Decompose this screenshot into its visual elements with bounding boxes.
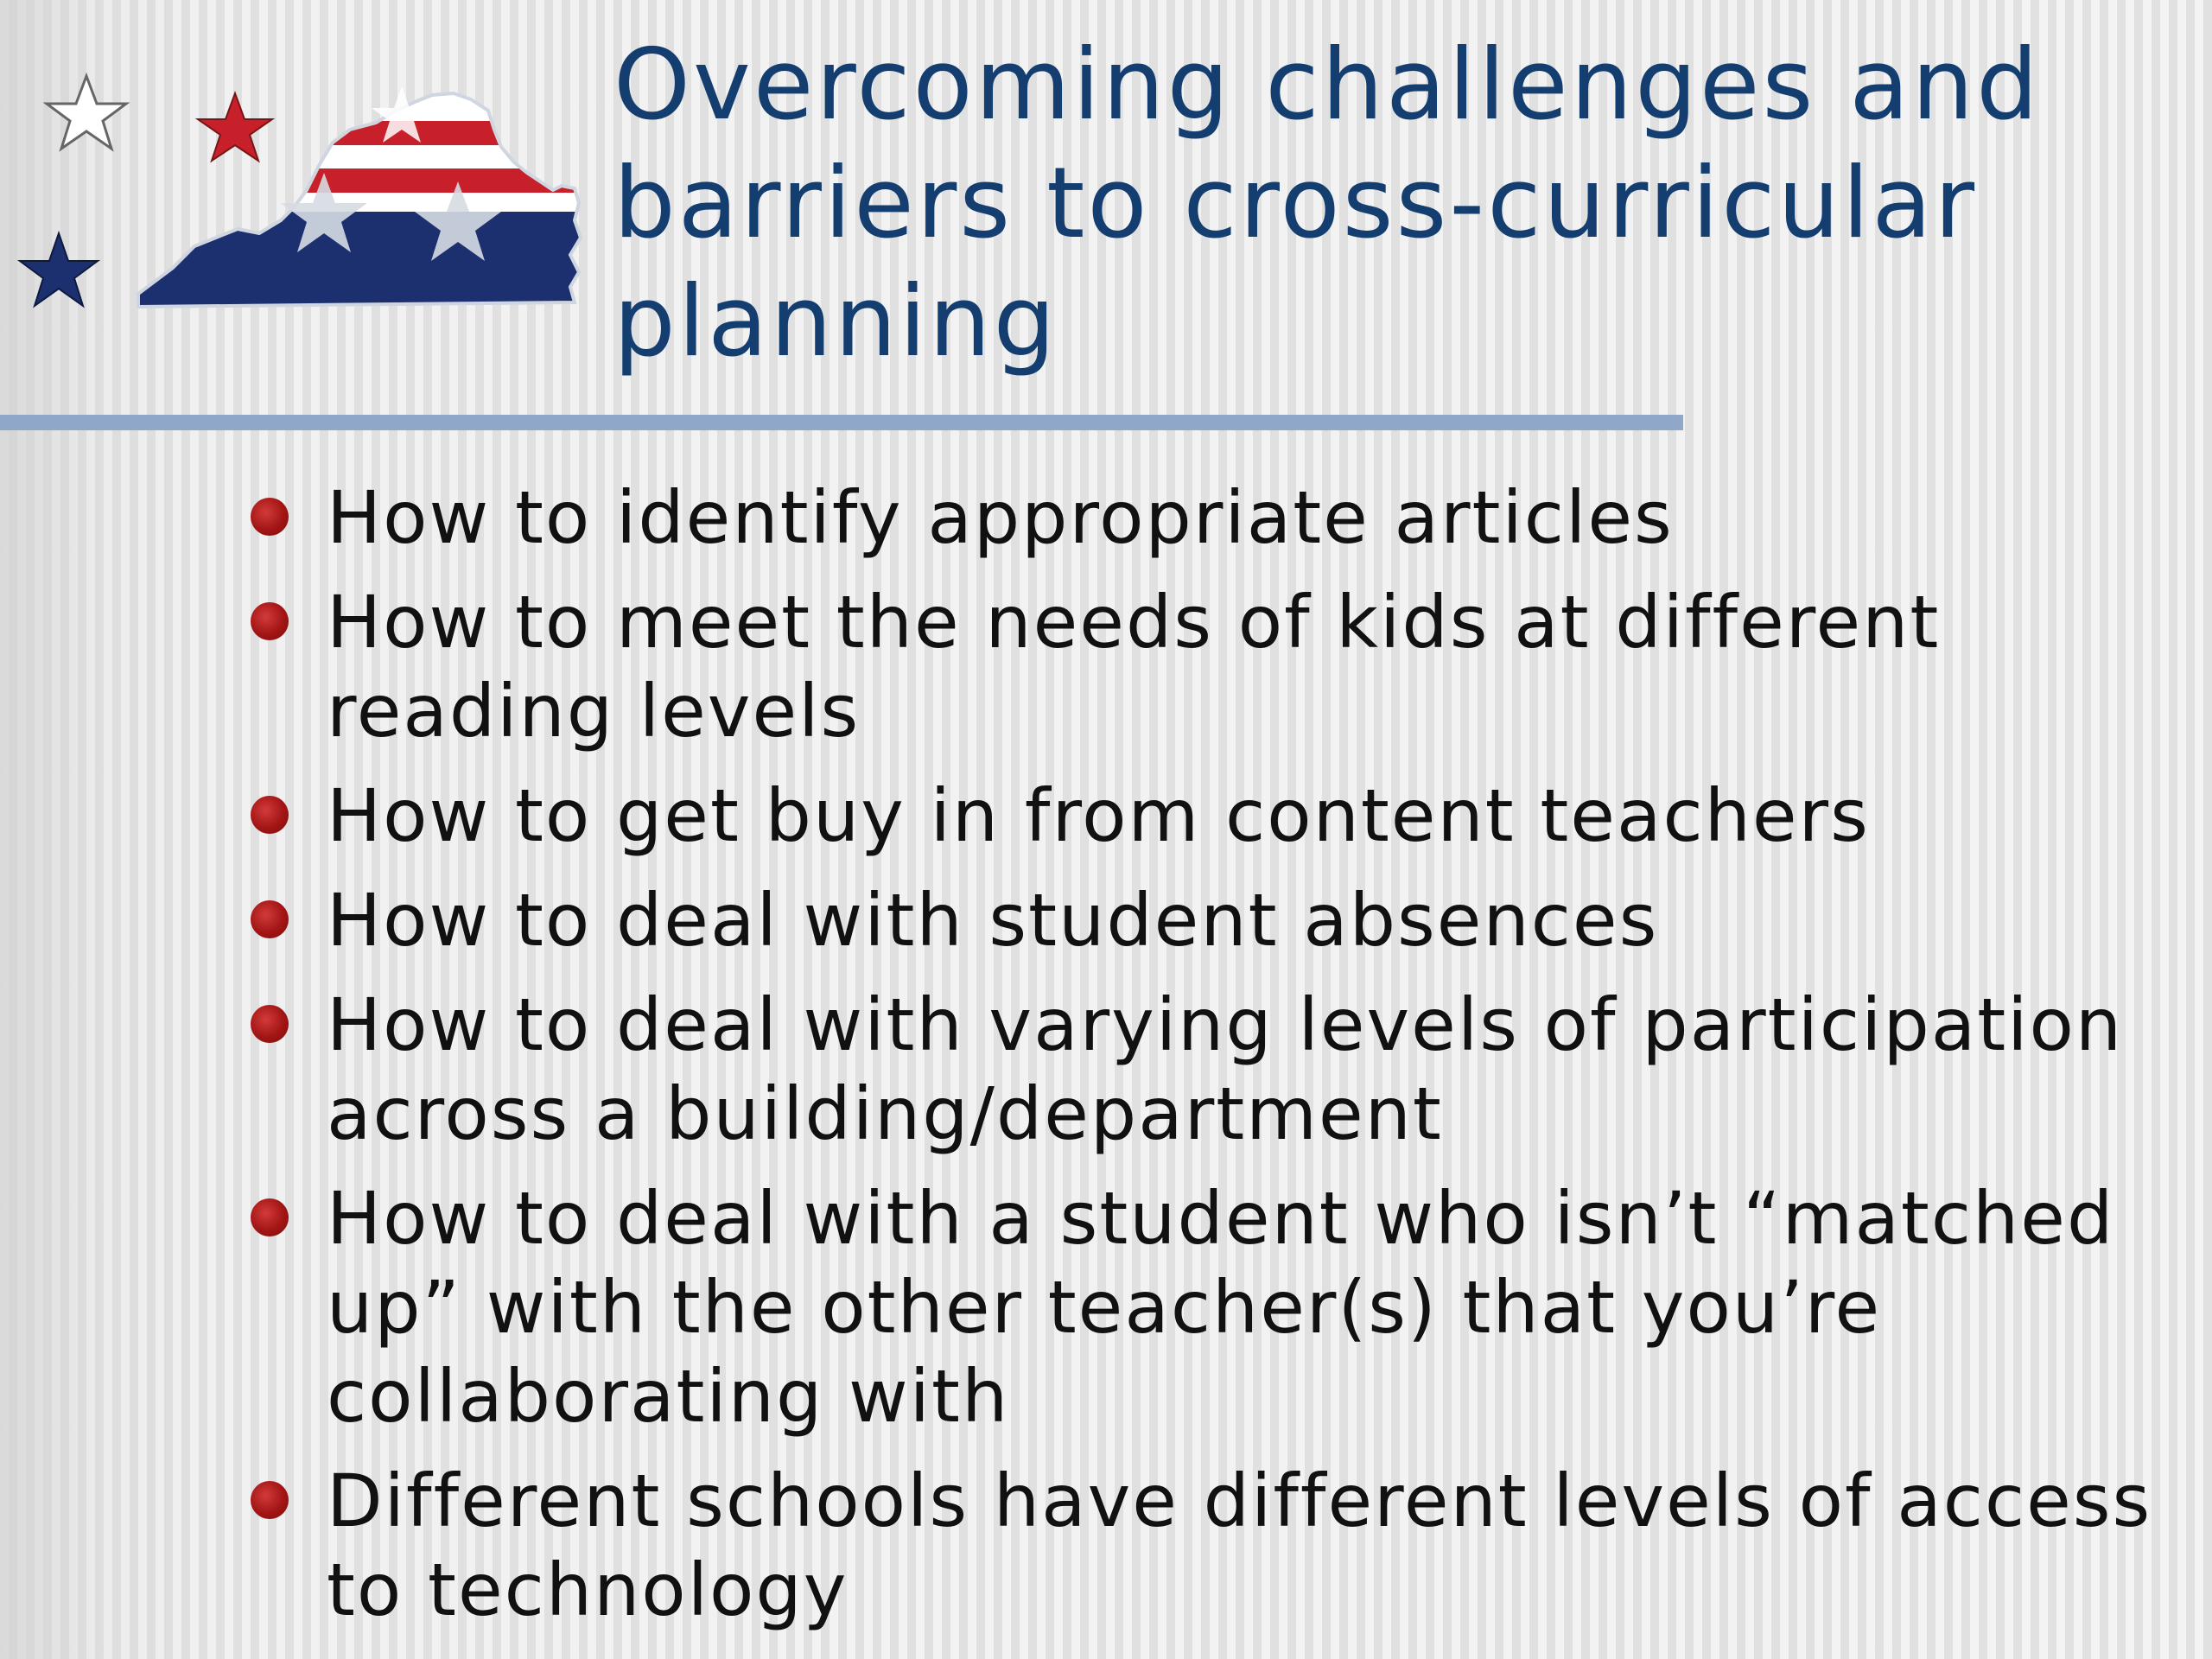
list-item — [251, 1457, 2186, 1635]
bullet-text: How to deal with student absences — [327, 878, 1659, 963]
list-item — [251, 578, 2186, 756]
slide-title: Overcoming challenges and barriers to cross-curricular planning — [613, 28, 2041, 378]
bullet-text: How to deal with varying levels of participation across a building/department — [327, 982, 2124, 1156]
list-item — [251, 772, 2186, 861]
bullet-text: How to identify appropriate articles — [327, 475, 1674, 560]
bullet-icon — [251, 1198, 289, 1236]
bullet-text: How to deal with a student who isn’t “matched up” with the other teacher(s) that you’re collaborating with — [327, 1176, 2115, 1439]
bullet-text: How to get buy in from content teachers — [327, 773, 1870, 858]
list-item — [251, 876, 2186, 965]
list-item — [251, 1174, 2186, 1441]
bullet-icon — [251, 602, 289, 640]
bullet-icon — [251, 498, 289, 536]
bullet-text: How to meet the needs of kids at different reading levels — [327, 580, 1941, 753]
bullet-icon — [251, 796, 289, 834]
bullet-icon — [251, 1005, 289, 1043]
title-divider — [0, 415, 1683, 430]
list-item — [251, 981, 2186, 1159]
list-item — [251, 474, 2186, 563]
bullet-list — [251, 474, 2186, 1650]
bullet-icon — [251, 1481, 289, 1519]
virginia-flag-map-icon — [9, 60, 596, 328]
bullet-icon — [251, 900, 289, 938]
bullet-text: Different schools have different levels of access to technology — [327, 1459, 2152, 1632]
